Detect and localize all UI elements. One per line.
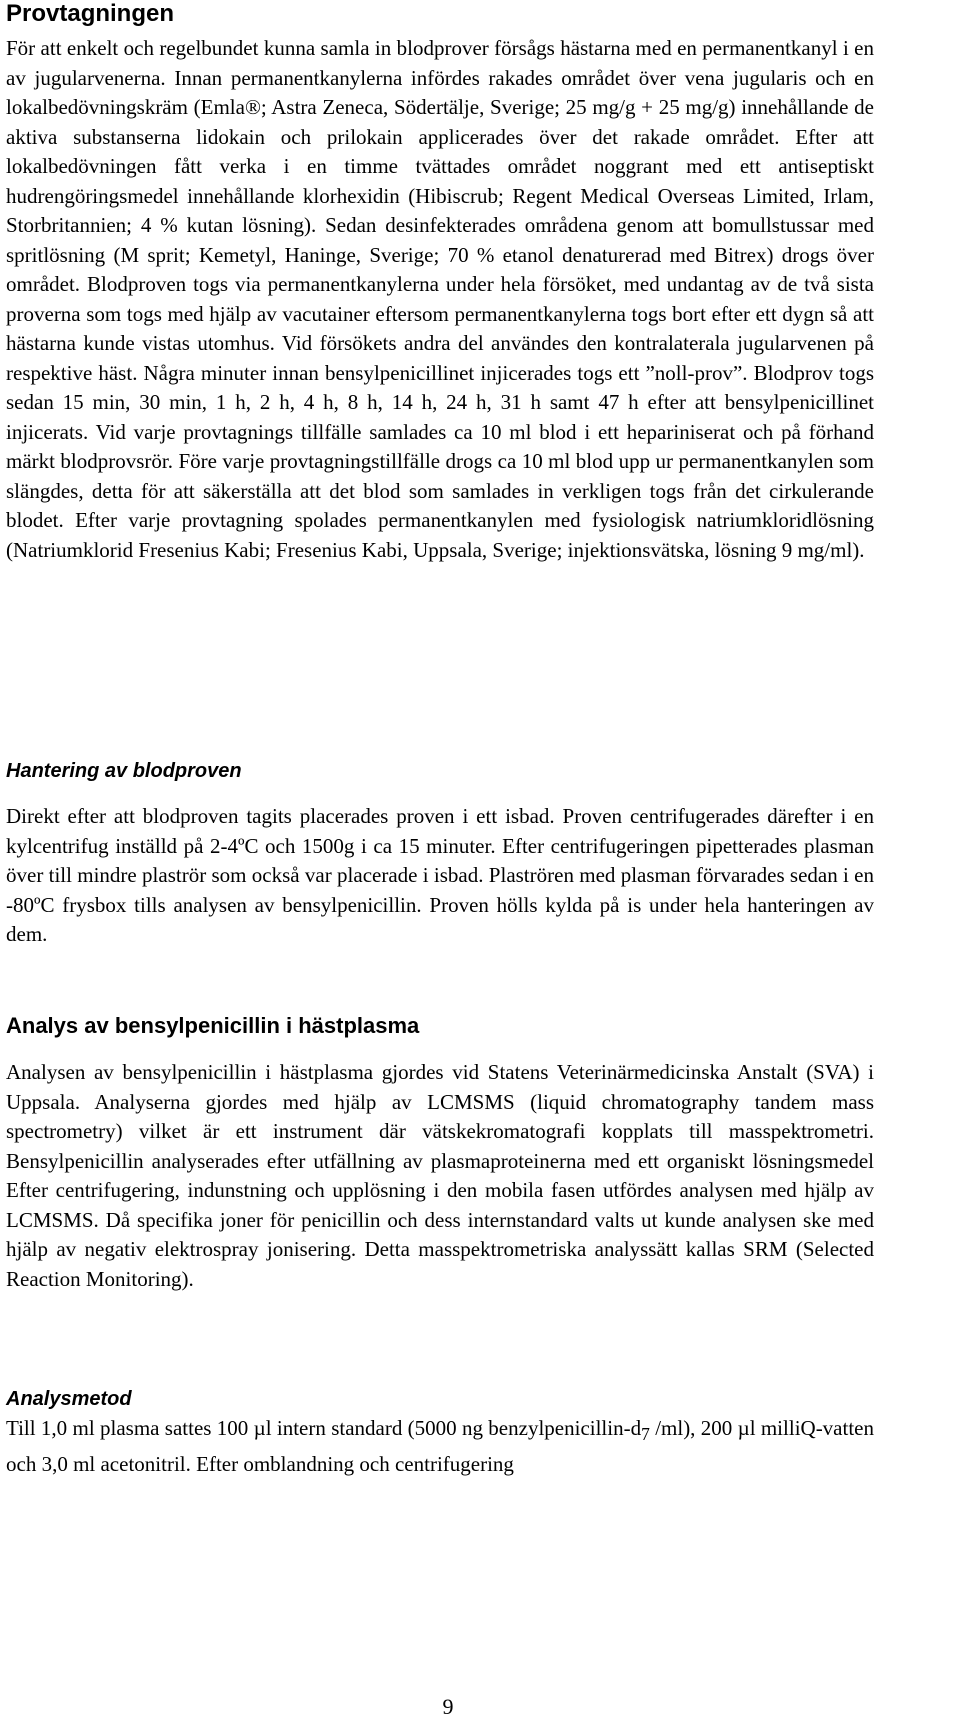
analysmetod-text-1: Till 1,0 ml plasma sattes 100 µl intern standard (5000 ng benzylpenicillin-d (6, 1416, 642, 1440)
heading-hantering: Hantering av blodproven (6, 760, 242, 782)
paragraph-hantering: Direkt efter att blodproven tagits placerades proven i ett isbad. Proven centrifugerades därefter i en kylcentrifug inställd på 2-4ºC och 1500g i ca 15 minuter. Efter centrifugeringen pipetterades plasman över till mindre plaströr som också var placerade i isbad. Plaströren med plasman förvarades sedan i en -80ºC frysbox tills analysen av bensylpenicillin. Proven hölls kylda på is under hela hanteringen av dem. (6, 804, 874, 946)
heading-provtagningen: Provtagningen (6, 0, 175, 27)
analysmetod-text-2: /ml), 200 µl milliQ-vatten och 3,0 ml acetonitril. Efter omblandning och centrifugering (6, 1416, 874, 1476)
analysmetod-subscript: 7 (641, 1424, 650, 1445)
heading-analys: Analys av bensylpenicillin i hästplasma (6, 1013, 420, 1038)
heading-analysmetod: Analysmetod (6, 1388, 132, 1410)
paragraph-analys: Analysen av bensylpenicillin i hästplasma gjordes vid Statens Veterinärmedicinska Anstalt (SVA) i Uppsala. Analyserna gjordes med hjälp av LCMSMS (liquid chromatography tandem mass spectrometry) vilket är ett instrument där vätskekromatografi kopplats till masspektrometri. Bensylpenicillin analyserades efter utfällning av plasmaproteinerna med ett organiskt lösningsmedel Efter centrifugering, indunstning och upplösning i den mobila fasen utfördes analysen med hjälp av LCMSMS. Då specifika joner för penicillin och dess internstandard valts ut kunde analysen ske med hjälp av negativ elektrospray jonisering. Detta masspektrometriska analyssätt kallas SRM (Selected Reaction Monitoring). (6, 1060, 874, 1291)
paragraph-provtagningen: För att enkelt och regelbundet kunna samla in blodprover försågs hästarna med en permanentkanyl i en av jugularvenerna. Innan permanentkanylerna infördes rakades området över vena jugularis och en lokalbedövningskräm (Emla®; Astra Zeneca, Södertälje, Sverige; 25 mg/g + 25 mg/g) innehållande de aktiva substanserna lidokain och prilokain applicerades över det rakade området. Efter att lokalbedövningen fått verka i en timme tvättades området noggrant med ett antiseptiskt hudrengöringsmedel innehållande klorhexidin (Hibiscrub; Regent Medical Overseas Limited, Irlam, Storbritannien; 4 % kutan lösning). Sedan desinfekterades områdena genom att bomullstussar med spritlösning (M sprit; Kemetyl, Haninge, Sverige; 70 % etanol denaturerad med Bitrex) drogs över området. Blodproven togs via permanentkanylerna under hela försöket, med undantag av de två sista proverna som togs med hjälp av vacutainer eftersom permanentkanylerna togs bort efter ett dygn så att hästarna kunde vistas utomhus. Vid försökets andra del användes den kontralaterala jugularvenen på respektive häst. Några minuter innan bensylpenicillinet injicerades togs ett ”noll-prov”. Blodprov togs sedan 15 min, 30 min, 1 h, 2 h, 4 h, 8 h, 14 h, 24 h, 31 h samt 47 h efter att bensylpenicillinet injicerats. Vid varje provtagnings tillfälle samlades ca 10 ml blod i ett hepariniserat och på förhand märkt blodprovsrör. Före varje provtagningstillfälle drogs ca 10 ml blod upp ur permanentkanylen som slängdes, detta för att säkerställa att det blod som samlades in verkligen togs från det cirkulerande blodet. Efter varje provtagning spolades permanentkanylen med fysiologisk natriumkloridlösning (Natriumklorid Fresenius Kabi; Fresenius Kabi, Uppsala, Sverige; injektionsvätska, lösning 9 mg/ml). (6, 36, 874, 562)
paragraph-analysmetod (6, 1414, 874, 1479)
page-number: 9 (442, 1694, 454, 1719)
